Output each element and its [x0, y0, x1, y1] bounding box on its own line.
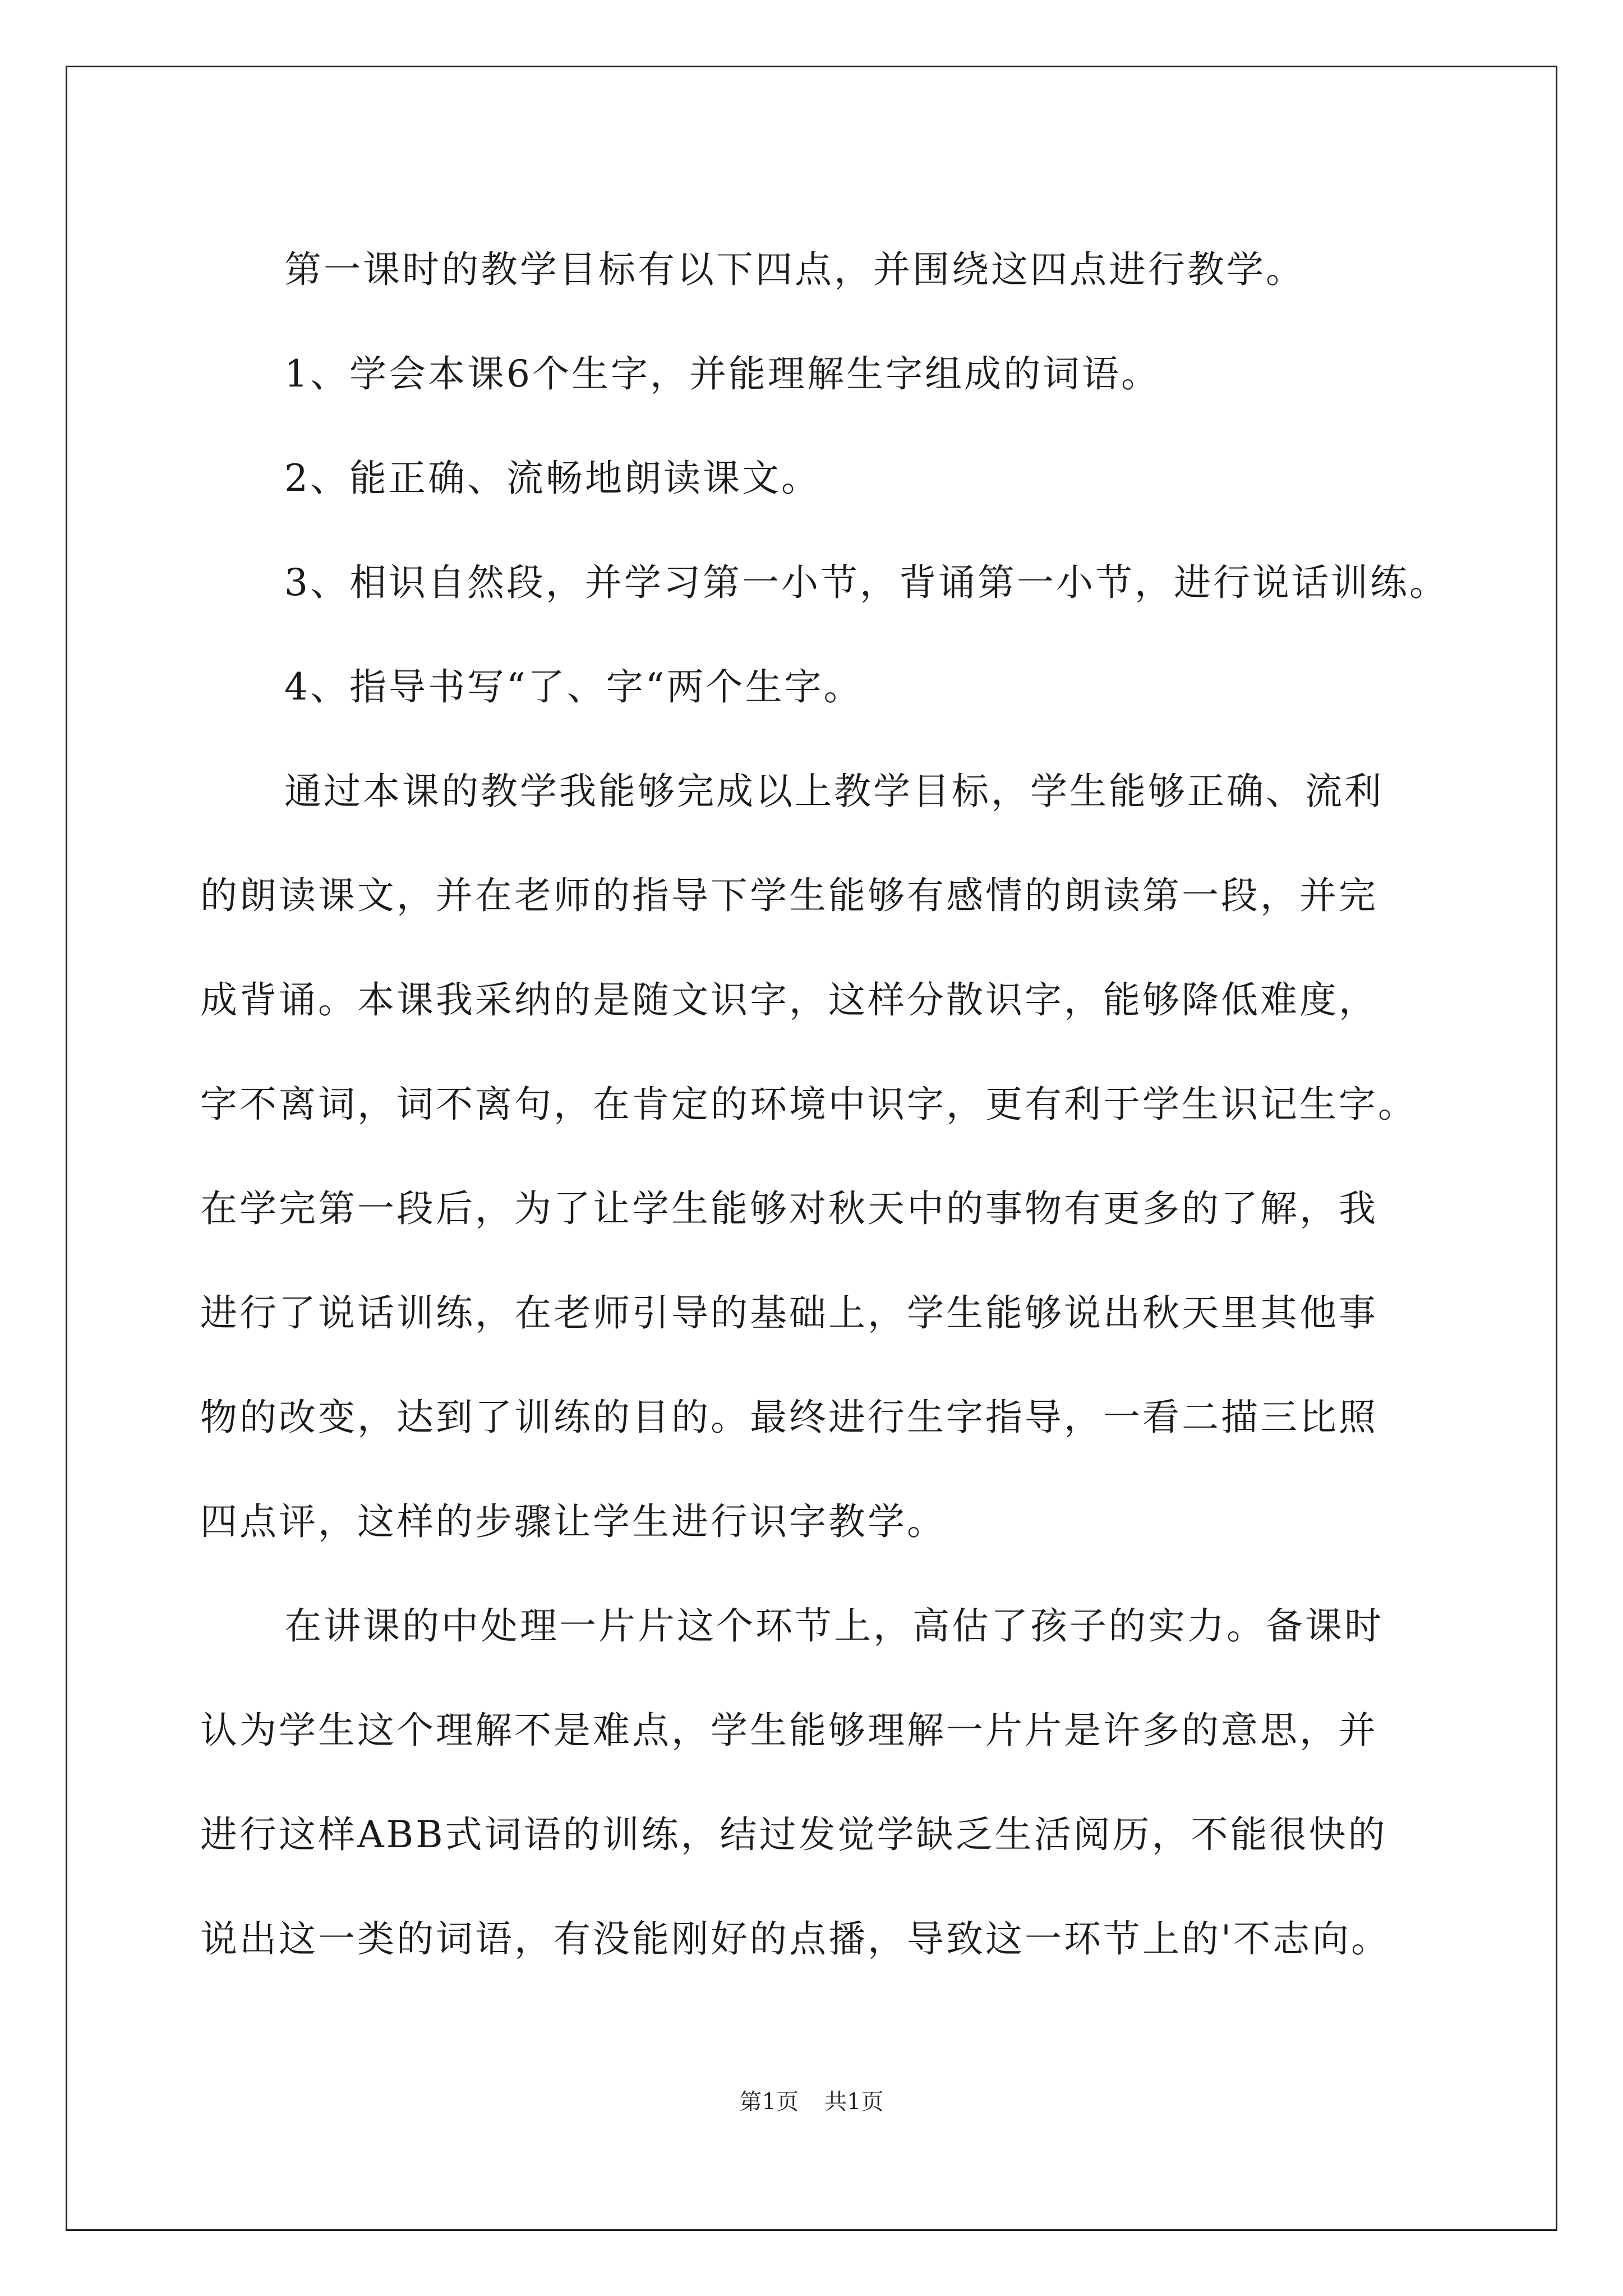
page-number: 第1页	[739, 2089, 799, 2115]
text-line: 在讲课的中处理一片片这个环节上，高估了孩子的实力。备课时	[284, 1604, 1384, 1648]
text-line: 说出这一类的词语，有没能刚好的点播，导致这一环节上的'不志向。	[200, 1917, 1391, 1961]
text-line: 在学完第一段后，为了让学生能够对秋天中的事物有更多的了解，我	[200, 1187, 1378, 1230]
page-footer	[0, 2088, 1623, 2116]
text-line: 成背诵。本课我采纳的是随文识字，这样分散识字，能够降低难度，	[200, 978, 1378, 1022]
text-line: 通过本课的教学我能够完成以上教学目标，学生能够正确、流利	[284, 770, 1384, 813]
document-body	[200, 218, 1449, 1991]
text-line: 认为学生这个理解不是难点，学生能够理解一片片是许多的意思，并	[200, 1709, 1378, 1752]
text-line: 进行了说话训练，在老师引导的基础上，学生能够说出秋天里其他事	[200, 1291, 1378, 1335]
text-line: 四点评，这样的步骤让学生进行识字教学。	[200, 1500, 946, 1543]
text-line: 4、指导书写“了、字“两个生字。	[284, 665, 863, 708]
page-total: 共1页	[824, 2089, 884, 2115]
text-line: 字不离词，词不离句，在肯定的环境中识字，更有利于学生识记生字。	[200, 1083, 1417, 1126]
text-line: 2、能正确、流畅地朗读课文。	[284, 457, 820, 500]
text-line: 3、相识自然段，并学习第一小节，背诵第一小节，进行说话训练。	[284, 561, 1449, 604]
text-line: 进行这样ABB式词语的训练，结过发觉学缺乏生活阅历，不能很快的	[200, 1813, 1387, 1856]
text-line: 物的改变，达到了训练的目的。最终进行生字指导，一看二描三比照	[200, 1396, 1378, 1439]
text-line: 的朗读课文，并在老师的指导下学生能够有感情的朗读第一段，并完	[200, 874, 1378, 917]
text-line: 第一课时的教学目标有以下四点，并围绕这四点进行教学。	[284, 248, 1305, 291]
text-line: 1、学会本课6个生字，并能理解生字组成的词语。	[284, 352, 1160, 395]
